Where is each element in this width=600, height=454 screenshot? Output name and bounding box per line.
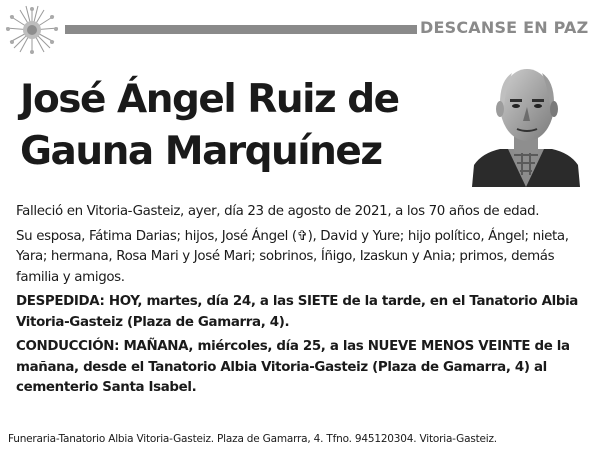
deceased-name-line2: Gauna Marquínez [20, 129, 382, 174]
portrait-photo [472, 63, 580, 187]
deceased-name [20, 74, 440, 178]
farewell-info: DESPEDIDA: HOY, martes, día 24, a las SIETE de la tarde, en el Tanatorio Albia Vitoria-Gasteiz (Plaza de Gamarra, 4). [16, 294, 578, 330]
deceased-name-line1: José Ángel Ruiz de [20, 77, 399, 122]
death-notice: Falleció en Vitoria-Gasteiz, ayer, día 23 de agosto de 2021, a los 70 años de edad. [16, 204, 540, 219]
procession-info: CONDUCCIÓN: MAÑANA, miércoles, día 25, a las NUEVE MENOS VEINTE de la mañana, desde el Tanatorio Albia Vitoria-Gasteiz (Plaza de Gamarra, 4) al cementerio Santa Isabel. [16, 339, 570, 395]
funeral-home-footer: Funeraria-Tanatorio Albia Vitoria-Gasteiz. Plaza de Gamarra, 4. Tfno. 945120304. Vitoria-Gasteiz. [8, 433, 497, 445]
header-divider-bar [65, 25, 417, 34]
family-list: Su esposa, Fátima Darias; hijos, José Ángel (✞), David y Yure; hijo político, Ángel; nieta, Yara; hermana, Rosa Mari y José Mari; sobrinos, Íñigo, Izaskun y Ania; primos, demás familia y amigos. [16, 228, 569, 285]
flower-icon [4, 4, 60, 56]
obituary-body [16, 202, 584, 403]
header-title: DESCANSE EN PAZ [420, 18, 589, 37]
